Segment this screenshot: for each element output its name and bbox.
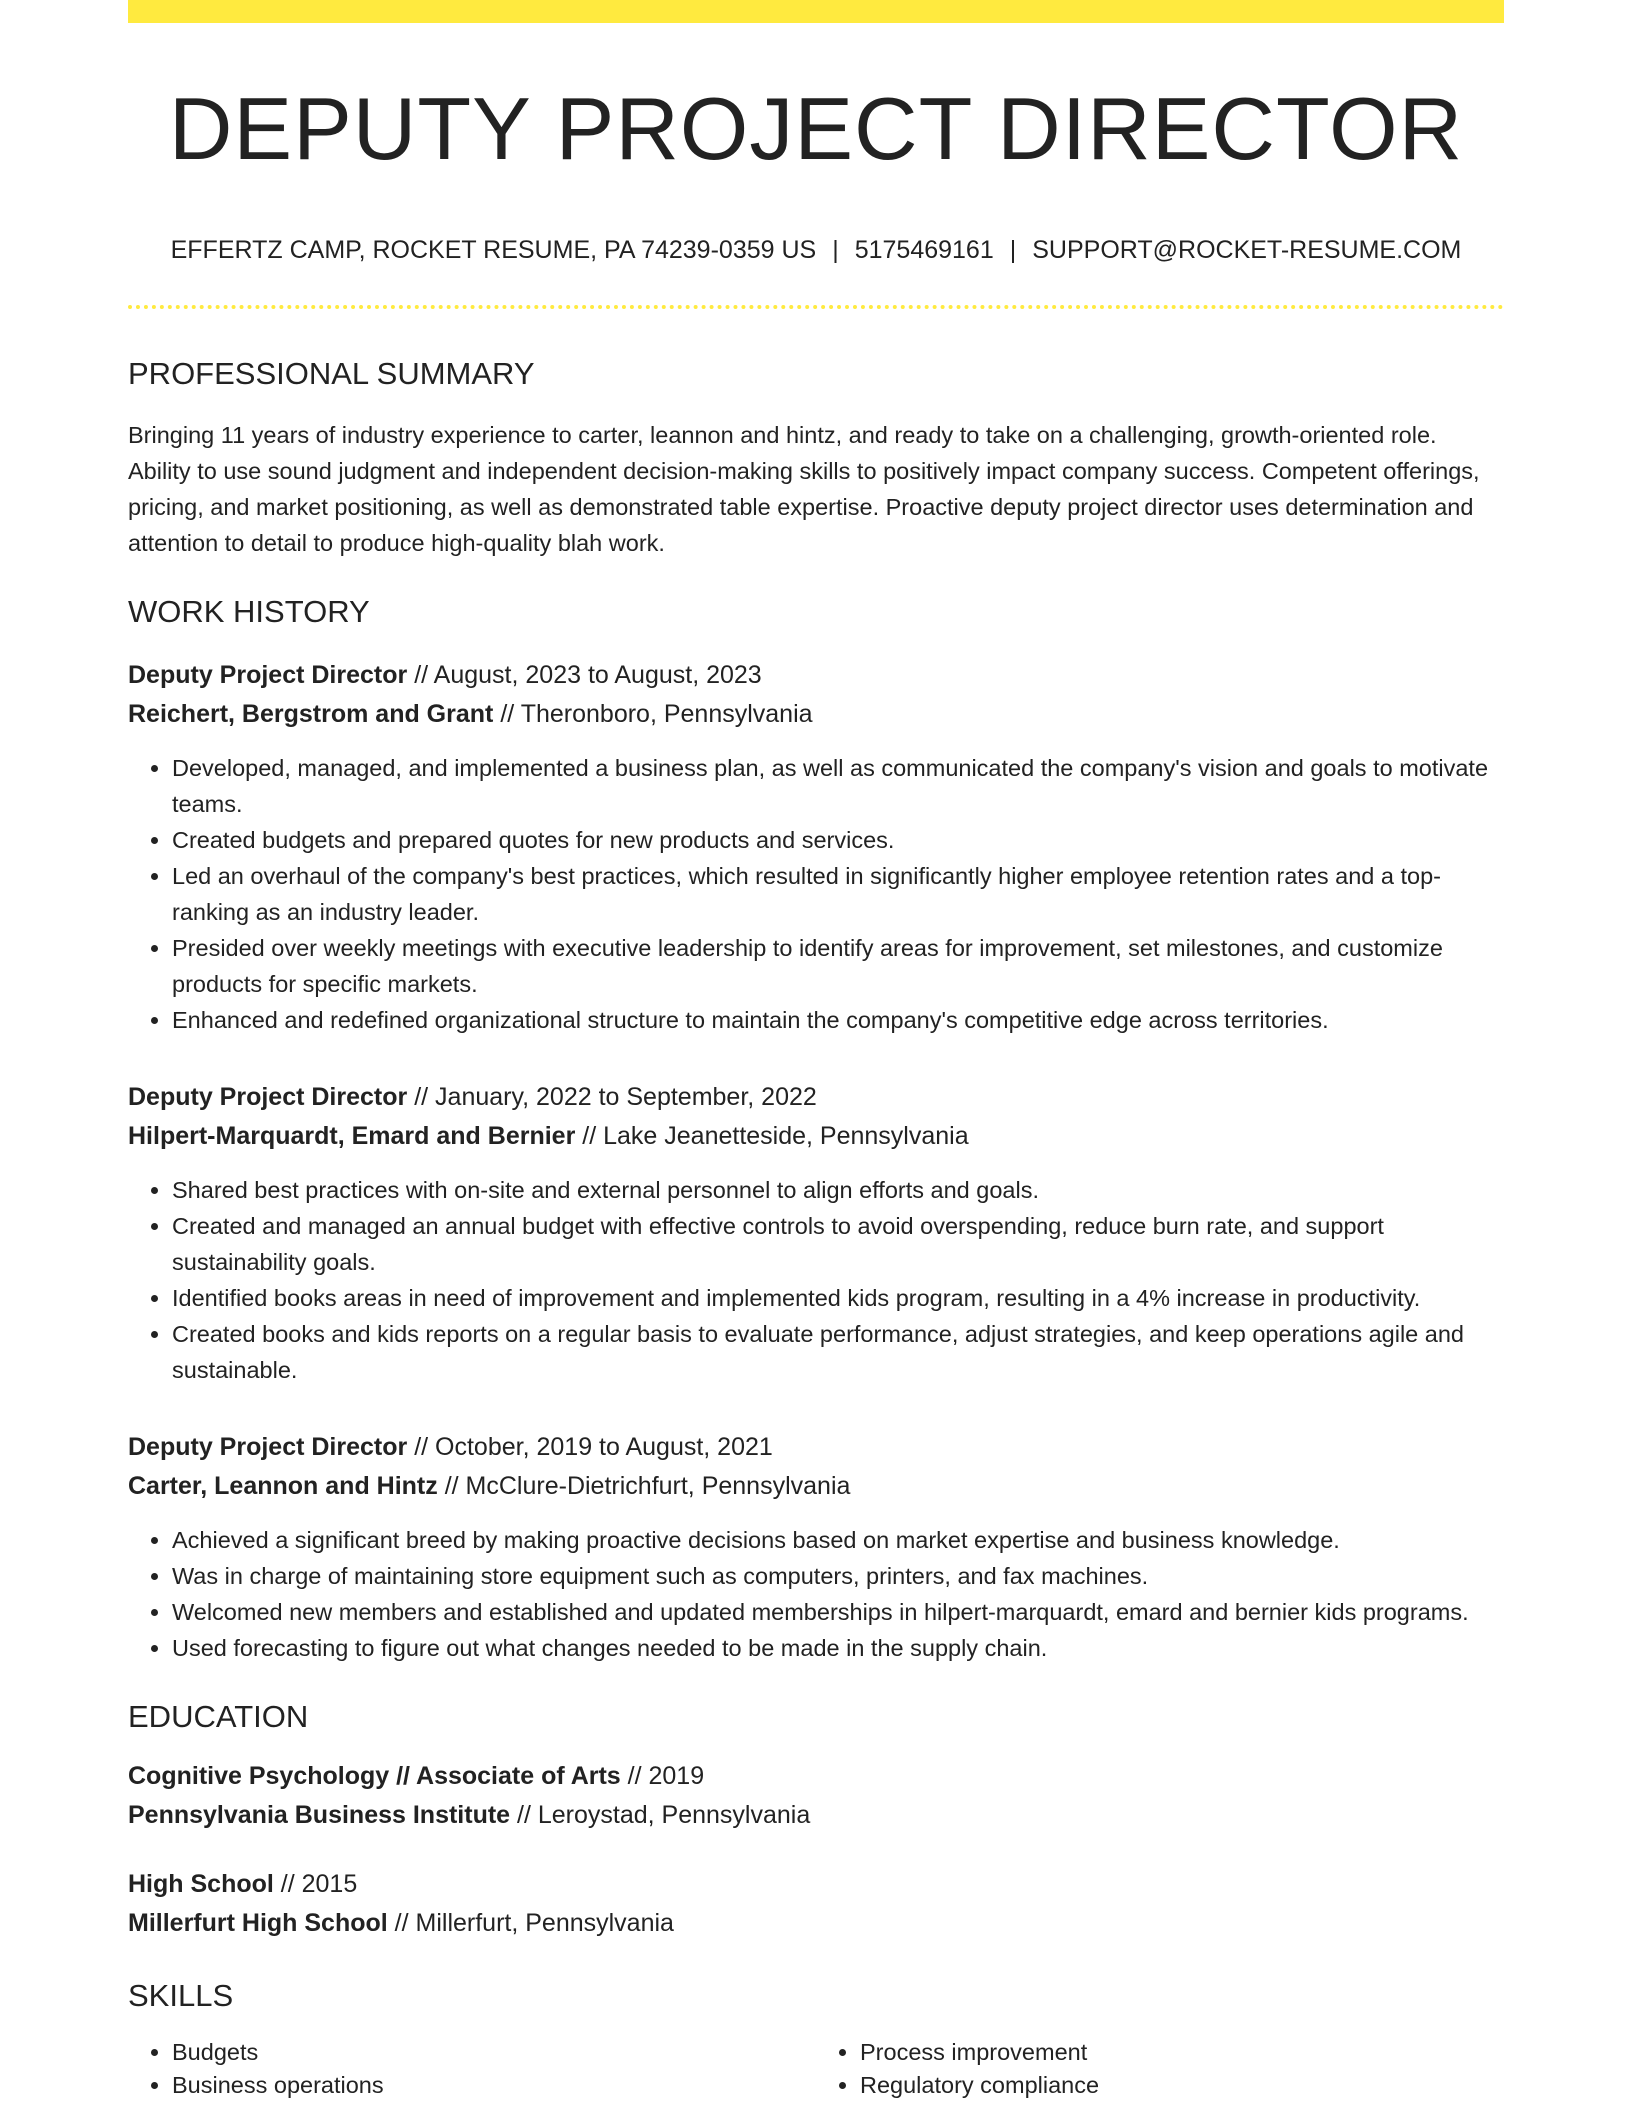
- skills-column-right: [816, 2036, 1504, 2102]
- job-location: // Theronboro, Pennsylvania: [500, 699, 813, 728]
- job-entry: [128, 656, 1504, 1038]
- summary-text: Bringing 11 years of industry experience to carter, leannon and hintz, and ready to take on a challenging, growth-oriented role. Ability to use sound judgment and independent decision-making skills to positively impact company success. Competent offerings, pricing, and market positioning, as well as demonstrated table expertise. Proactive deputy project director uses determination and attention to detail to produce high-quality blah work.: [128, 421, 1480, 556]
- job-company-line: [128, 695, 1504, 734]
- education-year: // 2015: [280, 1869, 358, 1898]
- job-bullet: • Used forecasting to figure out what changes needed to be made in the supply chain.: [172, 1630, 1504, 1666]
- job-title-line: [128, 1078, 1504, 1117]
- education-heading: EDUCATION: [128, 1698, 309, 1734]
- job-dates: // January, 2022 to September, 2022: [414, 1082, 817, 1111]
- job-role: Deputy Project Director: [128, 1082, 408, 1111]
- job-bullet: • Identified books areas in need of improvement and implemented kids program, resulting in a 4% increase in productivity.: [172, 1280, 1504, 1316]
- education-entry: [128, 1865, 1504, 1943]
- job-dates: // August, 2023 to August, 2023: [414, 660, 762, 689]
- contact-address: EFFERTZ CAMP, ROCKET RESUME, PA 74239-0359 US: [170, 236, 817, 265]
- job-entry: [128, 1078, 1504, 1388]
- education-school-line: [128, 1904, 1504, 1943]
- education-degree-line: [128, 1865, 1504, 1904]
- job-bullet: • Created books and kids reports on a regular basis to evaluate performance, adjust strategies, and keep operations agile and sustainable.: [172, 1316, 1504, 1388]
- job-company: Carter, Leannon and Hintz: [128, 1471, 438, 1500]
- dotted-divider: [128, 305, 1504, 309]
- resume-content: [128, 23, 1504, 2102]
- job-bullet: • Shared best practices with on-site and external personnel to align efforts and goals.: [172, 1172, 1504, 1208]
- job-bullets: [128, 1522, 1504, 1666]
- contact-separator: |: [832, 236, 839, 265]
- job-role: Deputy Project Director: [128, 1432, 408, 1461]
- education-degree-line: [128, 1757, 1504, 1796]
- contact-separator: |: [1009, 236, 1017, 265]
- contact-phone: 5175469161: [854, 236, 994, 265]
- job-bullet: • Led an overhaul of the company's best practices, which resulted in significantly higher employee retention rates and a top-ranking as an industry leader.: [172, 858, 1504, 930]
- job-company-line: [128, 1117, 1504, 1156]
- job-role: Deputy Project Director: [128, 660, 408, 689]
- resume-title: DEPUTY PROJECT DIRECTOR: [168, 79, 1464, 178]
- education-degree: Cognitive Psychology // Associate of Arts: [128, 1761, 621, 1790]
- education-school-line: [128, 1796, 1504, 1835]
- skill-item: • Process improvement: [860, 2036, 1504, 2069]
- job-company: Hilpert-Marquardt, Emard and Bernier: [128, 1121, 576, 1150]
- skill-item: • Budgets: [172, 2036, 816, 2069]
- job-bullet: • Enhanced and redefined organizational structure to maintain the company's competitive edge across territories.: [172, 1002, 1504, 1038]
- skill-item: • Business operations: [172, 2069, 816, 2102]
- job-location: // Lake Jeanetteside, Pennsylvania: [582, 1121, 969, 1150]
- job-company: Reichert, Bergstrom and Grant: [128, 699, 494, 728]
- education-year: // 2019: [627, 1761, 705, 1790]
- job-company-line: [128, 1467, 1504, 1506]
- skills-column-left: [128, 2036, 816, 2102]
- job-bullet: • Developed, managed, and implemented a business plan, as well as communicated the company's vision and goals to motivate teams.: [172, 750, 1504, 822]
- job-location: // McClure-Dietrichfurt, Pennsylvania: [444, 1471, 851, 1500]
- education-degree: High School: [128, 1869, 274, 1898]
- job-title-line: [128, 1428, 1504, 1467]
- education-school: Millerfurt High School: [128, 1908, 388, 1937]
- education-location: // Leroystad, Pennsylvania: [517, 1800, 811, 1829]
- skills-heading: SKILLS: [128, 1977, 234, 2013]
- job-dates: // October, 2019 to August, 2021: [414, 1432, 773, 1461]
- accent-top-bar: [128, 0, 1504, 23]
- skills-grid: [128, 2036, 1504, 2102]
- education-school: Pennsylvania Business Institute: [128, 1800, 511, 1829]
- education-location: // Millerfurt, Pennsylvania: [394, 1908, 674, 1937]
- job-title-line: [128, 656, 1504, 695]
- job-bullet: • Created budgets and prepared quotes for new products and services.: [172, 822, 1504, 858]
- job-bullets: [128, 1172, 1504, 1388]
- contact-email: SUPPORT@ROCKET-RESUME.COM: [1032, 236, 1462, 265]
- job-bullet: • Presided over weekly meetings with executive leadership to identify areas for improvement, set milestones, and customize products for specific markets.: [172, 930, 1504, 1002]
- skills-list: [128, 2036, 816, 2102]
- education-entry: [128, 1757, 1504, 1835]
- contact-line: [128, 235, 1504, 265]
- job-bullet: • Created and managed an annual budget with effective controls to avoid overspending, reduce burn rate, and support sustainability goals.: [172, 1208, 1504, 1280]
- job-bullet: • Was in charge of maintaining store equipment such as computers, printers, and fax machines.: [172, 1558, 1504, 1594]
- job-bullets: [128, 750, 1504, 1038]
- job-bullet: • Achieved a significant breed by making proactive decisions based on market expertise and business knowledge.: [172, 1522, 1504, 1558]
- job-entry: [128, 1428, 1504, 1666]
- work-history-heading: WORK HISTORY: [128, 593, 370, 629]
- skills-list: [816, 2036, 1504, 2102]
- skill-item: • Regulatory compliance: [860, 2069, 1504, 2102]
- job-bullet: • Welcomed new members and established and updated memberships in hilpert-marquardt, emard and bernier kids programs.: [172, 1594, 1504, 1630]
- summary-heading: PROFESSIONAL SUMMARY: [128, 356, 535, 392]
